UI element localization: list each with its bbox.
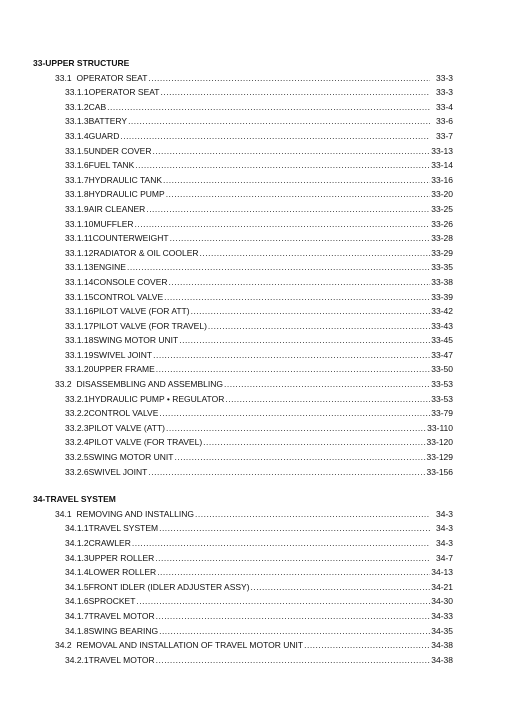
entry-page: 34-3 (435, 523, 453, 534)
toc-entry[interactable] (33, 348, 453, 363)
entry-page: 33-28 (431, 233, 453, 244)
entry-page: 33-120 (426, 437, 453, 448)
toc-entry[interactable] (33, 231, 453, 246)
dot-leader (127, 260, 430, 275)
toc-entry[interactable] (33, 377, 453, 392)
dot-leader (155, 551, 430, 566)
entry-page: 33-20 (431, 189, 453, 200)
entry-page: 33-129 (426, 452, 453, 463)
entry-page: 34-7 (435, 552, 453, 563)
entry-page: 34-30 (431, 596, 453, 607)
dot-leader (179, 333, 430, 348)
dot-leader (128, 114, 430, 129)
entry-title: UPPER ROLLER (88, 552, 155, 563)
dot-leader (164, 290, 430, 305)
toc-entry[interactable] (33, 392, 453, 407)
entry-number: 33.2.4 (65, 437, 89, 448)
dot-leader (135, 217, 430, 232)
entry-number: 33.1.16 (65, 306, 94, 317)
entry-title: MUFFLER (93, 218, 134, 229)
dot-leader (107, 100, 430, 115)
entry-page: 33-3 (435, 72, 453, 83)
entry-title: GUARD (88, 130, 120, 141)
entry-title: FUEL TANK (88, 160, 135, 171)
entry-title: CONSOLE COVER (93, 276, 168, 287)
toc-entry[interactable] (33, 275, 453, 290)
entry-number: 33.1.20 (65, 364, 94, 375)
toc-entry[interactable] (33, 565, 453, 580)
entry-number: 33.1.19 (65, 349, 94, 360)
dot-leader (195, 507, 430, 522)
entry-title: UNDER COVER (88, 145, 152, 156)
entry-title: SWIVEL JOINT (88, 466, 148, 477)
entry-page: 33-42 (431, 306, 453, 317)
entry-number: 33.2.1 (65, 393, 89, 404)
section-title: 34-TRAVEL SYSTEM (33, 494, 116, 505)
toc-entry[interactable] (33, 551, 453, 566)
entry-number: 34.1 (55, 508, 72, 519)
dot-leader (156, 653, 430, 668)
entry-number: 33.1.3 (65, 116, 89, 127)
entry-title: PILOT VALVE (ATT) (88, 422, 165, 433)
toc-entry[interactable] (33, 173, 453, 188)
entry-number: 33.1.9 (65, 203, 89, 214)
section-gap (33, 479, 453, 492)
dot-leader (152, 144, 430, 159)
entry-page: 33-16 (431, 174, 453, 185)
entry-title: BATTERY (88, 116, 128, 127)
entry-page: 33-26 (431, 218, 453, 229)
dot-leader (148, 465, 425, 480)
entry-title: UPPER FRAME (93, 364, 155, 375)
entry-number: 34.1.3 (65, 552, 89, 563)
entry-number: 34.1.7 (65, 610, 89, 621)
entry-title: COUNTERWEIGHT (92, 233, 169, 244)
entry-number: 33.1.10 (65, 218, 94, 229)
entry-number: 34.1.1 (65, 523, 89, 534)
entry-number: 33.2.6 (65, 466, 89, 477)
entry-title: HYDRAULIC PUMP • REGULATOR (88, 393, 225, 404)
toc-entry[interactable] (33, 362, 453, 377)
entry-number: 33.2 (55, 379, 72, 390)
entry-page: 33-156 (426, 466, 453, 477)
entry-page: 34-38 (431, 654, 453, 665)
table-of-contents (33, 56, 453, 667)
dot-leader (163, 173, 430, 188)
entry-number: 34.1.8 (65, 625, 89, 636)
dot-leader (208, 319, 430, 334)
entry-title: CAB (88, 101, 107, 112)
dot-leader (136, 594, 430, 609)
dot-leader (159, 624, 430, 639)
dot-leader (120, 129, 430, 144)
toc-entry[interactable] (33, 129, 453, 144)
entry-page: 33-25 (431, 203, 453, 214)
toc-entry[interactable] (33, 521, 453, 536)
entry-page: 33-3 (435, 87, 453, 98)
entry-number: 33.1.8 (65, 189, 89, 200)
entry-page: 33-13 (431, 145, 453, 156)
entry-page: 34-3 (435, 508, 453, 519)
entry-title: TRAVEL MOTOR (88, 610, 155, 621)
entry-number: 33.1.18 (65, 335, 94, 346)
entry-page: 33-29 (431, 247, 453, 258)
dot-leader (224, 377, 430, 392)
entry-page: 33-43 (431, 320, 453, 331)
entry-title: SWING BEARING (88, 625, 159, 636)
toc-entry[interactable] (33, 507, 453, 522)
entry-title: DISASSEMBLING AND ASSEMBLING (76, 379, 223, 390)
entry-title: PILOT VALVE (FOR ATT) (93, 306, 190, 317)
toc-entry[interactable] (33, 71, 453, 86)
dot-leader (146, 202, 430, 217)
toc-entry[interactable] (33, 85, 453, 100)
entry-title: FRONT IDLER (IDLER ADJUSTER ASSY) (88, 581, 250, 592)
entry-title: CONTROL VALVE (93, 291, 164, 302)
toc-entry[interactable] (33, 290, 453, 305)
entry-number: 33.1.1 (65, 87, 89, 98)
entry-number: 33.1.7 (65, 174, 89, 185)
entry-title: SPROCKET (88, 596, 136, 607)
entry-title: HYDRAULIC TANK (88, 174, 163, 185)
toc-entry[interactable] (33, 187, 453, 202)
dot-leader (169, 275, 430, 290)
entry-page: 33-79 (431, 408, 453, 419)
entry-title: PILOT VALVE (FOR TRAVEL) (93, 320, 207, 331)
toc-entry[interactable] (33, 158, 453, 173)
dot-leader (148, 71, 430, 86)
toc-entry[interactable] (33, 609, 453, 624)
entry-number: 34.2.1 (65, 654, 89, 665)
dot-leader (174, 450, 425, 465)
entry-title: TRAVEL SYSTEM (88, 523, 159, 534)
entry-title: REMOVING AND INSTALLING (76, 508, 194, 519)
entry-title: CRAWLER (88, 538, 131, 548)
entry-number: 33.1 (55, 72, 72, 83)
toc-entry[interactable] (33, 319, 453, 334)
toc-entry[interactable] (33, 246, 453, 261)
dot-leader (159, 406, 430, 421)
toc-entry[interactable] (33, 594, 453, 609)
entry-number: 33.2.3 (65, 422, 89, 433)
dot-leader (135, 158, 430, 173)
entry-title: REMOVAL AND INSTALLATION OF TRAVEL MOTOR UNIT (76, 640, 304, 651)
entry-title: SWING MOTOR UNIT (93, 335, 179, 346)
dot-leader (251, 580, 430, 595)
toc-entry[interactable] (33, 333, 453, 348)
entry-title: HYDRAULIC PUMP (88, 189, 165, 200)
dot-leader (203, 435, 425, 450)
entry-title: CONTROL VALVE (88, 408, 159, 419)
dot-leader (153, 348, 430, 363)
dot-leader (166, 187, 430, 202)
entry-number: 33.1.11 (65, 233, 93, 244)
entry-page: 33-14 (431, 160, 453, 171)
toc-entry[interactable] (33, 260, 453, 275)
entry-number: 34.1.4 (65, 567, 89, 578)
toc-entry[interactable] (33, 638, 453, 653)
entry-page: 33-6 (435, 116, 453, 127)
entry-number: 33.1.5 (65, 145, 89, 156)
entry-number: 33.1.15 (65, 291, 94, 302)
entry-page: 33-4 (435, 101, 453, 112)
toc-entry[interactable] (33, 114, 453, 129)
dot-leader (170, 231, 430, 246)
section-title: 33-UPPER STRUCTURE (33, 58, 130, 68)
dot-leader (200, 246, 430, 261)
toc-entry[interactable] (33, 406, 453, 421)
entry-page: 33-110 (427, 422, 453, 433)
entry-page: 33-53 (431, 379, 453, 390)
entry-number: 33.1.13 (65, 262, 94, 273)
entry-page: 33-45 (431, 335, 453, 346)
dot-leader (132, 536, 430, 551)
toc-entry[interactable] (33, 217, 453, 232)
dot-leader (225, 392, 430, 407)
toc-entry[interactable] (33, 100, 453, 115)
entry-title: RADIATOR & OIL COOLER (93, 247, 199, 258)
entry-number: 33.2.2 (65, 408, 89, 419)
dot-leader (156, 362, 430, 377)
entry-page: 33-39 (431, 291, 453, 302)
entry-title: PILOT VALVE (FOR TRAVEL) (88, 437, 203, 448)
toc-entry[interactable] (33, 304, 453, 319)
toc-entry[interactable] (33, 624, 453, 639)
entry-title: SWING MOTOR UNIT (88, 452, 174, 463)
entry-page: 34-38 (431, 640, 453, 651)
entry-number: 33.1.2 (65, 101, 89, 112)
entry-number: 33.1.17 (65, 320, 94, 331)
entry-page: 33-35 (431, 262, 453, 273)
dot-leader (191, 304, 430, 319)
entry-page: 33-50 (431, 364, 453, 375)
entry-title: OPERATOR SEAT (88, 87, 160, 98)
entry-page: 34-13 (431, 567, 453, 578)
entry-page: 33-38 (431, 276, 453, 287)
entry-page: 34-21 (431, 581, 453, 592)
toc-entry[interactable] (33, 536, 453, 551)
dot-leader (157, 565, 430, 580)
entry-number: 33.1.6 (65, 160, 89, 171)
entry-title: TRAVEL MOTOR (88, 654, 155, 665)
entry-page: 34-35 (431, 625, 453, 636)
toc-entry[interactable] (33, 465, 453, 480)
entry-page: 34-3 (435, 538, 453, 548)
dot-leader (156, 609, 430, 624)
entry-number: 33.1.4 (65, 130, 89, 141)
toc-entry[interactable] (33, 202, 453, 217)
entry-number: 34.1.6 (65, 596, 89, 607)
entry-number: 34.2 (55, 640, 72, 651)
entry-title: SWIVEL JOINT (93, 349, 153, 360)
entry-number: 33.1.14 (65, 276, 94, 287)
entry-page: 33-47 (431, 349, 453, 360)
toc-entry[interactable] (33, 653, 453, 668)
entry-number: 34.1.2 (65, 538, 89, 548)
dot-leader (304, 638, 430, 653)
toc-entry[interactable] (33, 144, 453, 159)
dot-leader (161, 85, 431, 100)
entry-title: AIR CLEANER (88, 203, 146, 214)
entry-page: 34-33 (431, 610, 453, 621)
entry-page: 33-7 (435, 130, 453, 141)
entry-number: 33.1.12 (65, 247, 94, 258)
entry-title: LOWER ROLLER (88, 567, 157, 578)
toc-entry[interactable] (33, 435, 453, 450)
entry-title: OPERATOR SEAT (76, 72, 148, 83)
entry-number: 33.2.5 (65, 452, 89, 463)
entry-title: ENGINE (93, 262, 126, 273)
toc-entry[interactable] (33, 421, 453, 436)
toc-entry[interactable] (33, 580, 453, 595)
toc-entry[interactable] (33, 450, 453, 465)
entry-page: 33-53 (431, 393, 453, 404)
dot-leader (166, 421, 426, 436)
entry-number: 34.1.5 (65, 581, 89, 592)
dot-leader (159, 521, 430, 536)
